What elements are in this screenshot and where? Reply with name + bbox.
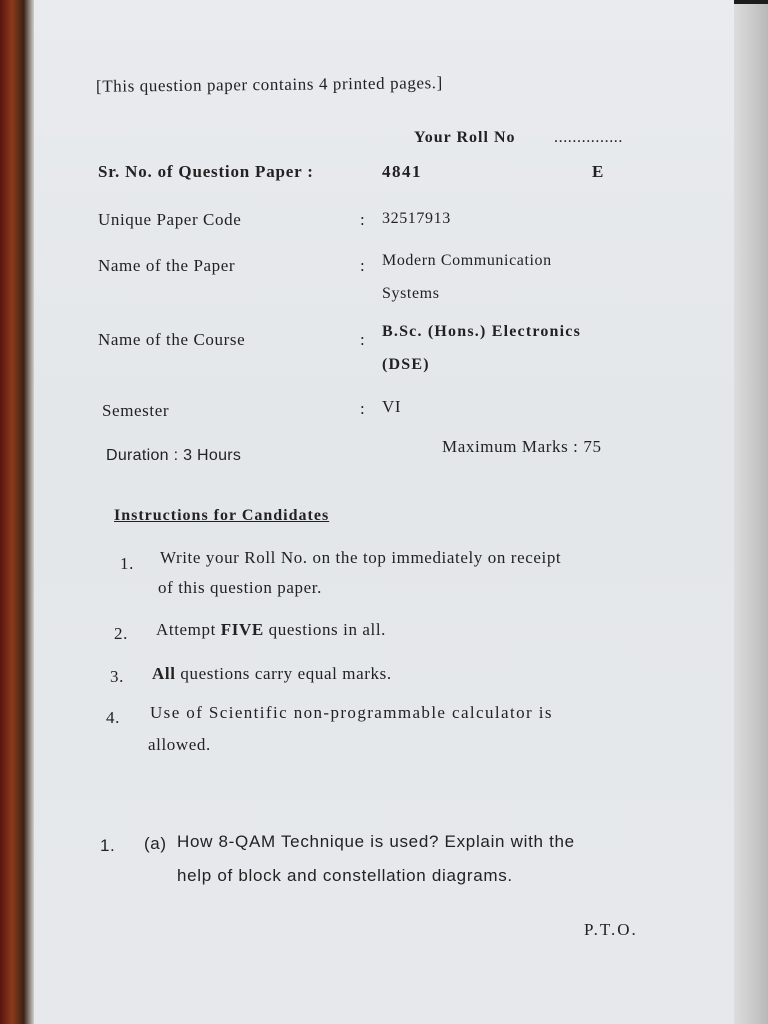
instruction-text-line2: allowed. [148,735,211,754]
question-text-line2: help of block and constellation diagrams. [177,866,513,885]
instruction-text: Use of Scientific non-programmable calculator is [150,703,553,722]
maximum-marks: Maximum Marks : 75 [442,437,602,456]
instruction-number: 3. [110,667,124,686]
question-paper-sheet [34,0,734,1024]
serial-number-label: Sr. No. of Question Paper : [98,162,314,181]
question-text: How 8-QAM Technique is used? Explain with the [177,832,575,851]
instruction-number: 2. [114,624,128,643]
semester-value: VI [382,397,402,416]
course-name-colon: : [360,330,366,349]
unique-paper-code-value: 32517913 [382,210,451,227]
question-part-label: (a) [144,834,167,853]
instruction-text: Attempt FIVE questions in all. [156,620,387,639]
course-name-value-line2: (DSE) [382,356,430,373]
paper-name-value: Modern Communication [382,252,552,269]
unique-paper-code-label: Unique Paper Code [98,210,242,229]
instruction-number: 4. [106,708,120,727]
paper-name-value-line2: Systems [382,285,440,302]
question-number: 1. [100,836,116,855]
instruction-emphasis: All [152,664,176,683]
course-name-value: B.Sc. (Hons.) Electronics [382,323,582,340]
background-right-edge [734,0,768,1024]
instruction-number: 1. [120,554,134,573]
roll-number-label: Your Roll No [414,129,516,146]
pages-note: [This question paper contains 4 printed pages.] [95,73,443,96]
unique-paper-code-colon: : [360,210,366,229]
instruction-text: All questions carry equal marks. [152,664,392,683]
instruction-text-line2: of this question paper. [158,578,322,597]
duration: Duration : 3 Hours [106,447,242,464]
course-name-label: Name of the Course [98,330,246,349]
set-code: E [592,162,604,181]
roll-number-blank: ............... [554,129,623,146]
paper-name-colon: : [360,256,366,275]
please-turn-over: P.T.O. [584,920,638,939]
instructions-title: Instructions for Candidates [114,507,330,524]
semester-colon: : [360,399,366,418]
semester-label: Semester [102,401,170,420]
instruction-text: Write your Roll No. on the top immediately on receipt [160,548,562,567]
serial-number-value: 4841 [382,162,422,181]
paper-name-label: Name of the Paper [98,256,236,275]
instruction-emphasis: FIVE [220,620,264,639]
background-left-edge [0,0,34,1024]
